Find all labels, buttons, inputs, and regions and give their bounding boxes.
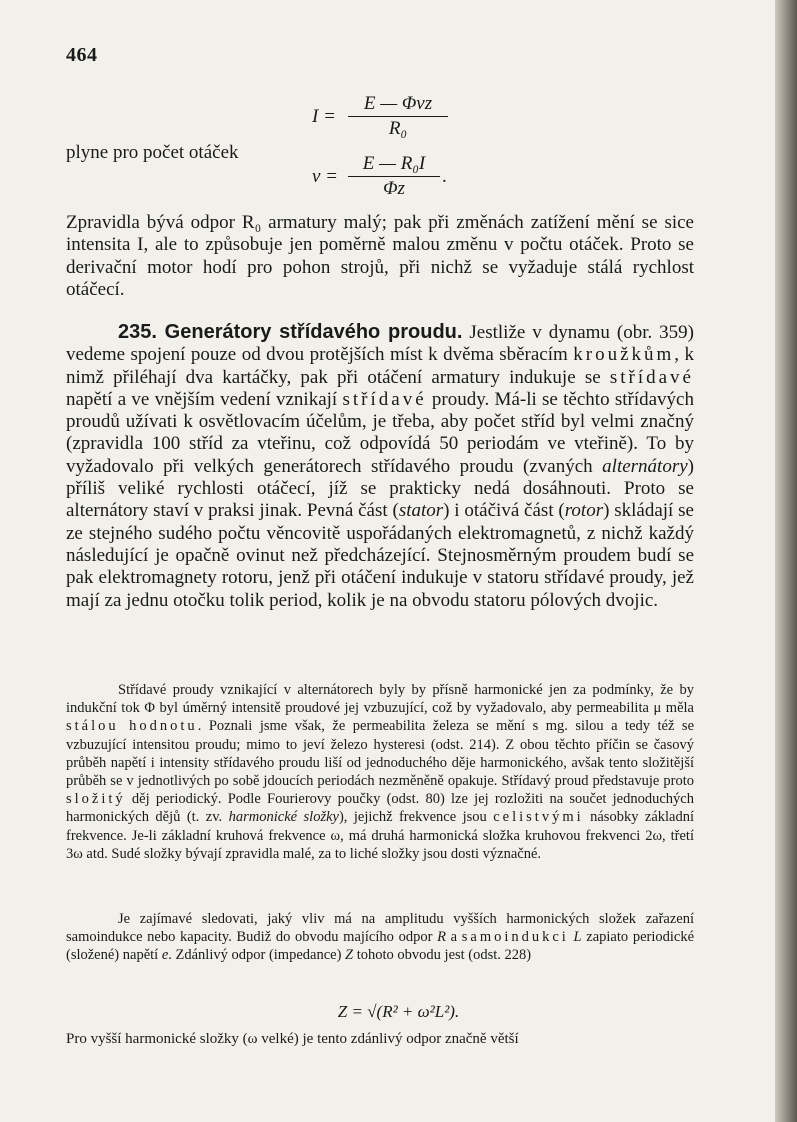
- formula-rpm-lhs: ν =: [312, 166, 339, 187]
- formula-current-denominator: R₀: [388, 118, 408, 139]
- spaced-term: stálou hodnotu: [66, 718, 198, 735]
- italic-term: stator: [398, 500, 444, 522]
- small-text: Střídavé proudy vznikající v alternátorech byly by přísně harmonické jen za podmínky, že by indukční tok Φ byl úměrný intensitě proudové jej vzbuzující, což by vyžadovalo, aby permeabilita μ měla: [66, 682, 694, 717]
- spaced-term: střídavé: [609, 366, 694, 388]
- italic-term: alternátory: [602, 455, 688, 477]
- small-text: děj periodický. Podle Fourierovy poučky (odst. 80) lze jej rozložiti na součet jednoduchých harmonických dějů (t. zv.: [66, 791, 694, 826]
- small-text: ), jejichž frekvence jsou: [338, 809, 494, 826]
- italic-term: Z: [345, 947, 354, 964]
- section-text: , k nimž přiléhají dva kartáčky, pak při otáčení armatury indukuje se: [66, 344, 694, 388]
- small-print-impedance: [66, 910, 694, 965]
- section-text: Jestliže v dynamu (obr. 359) vedeme spojení pouze od dvou protějších míst k dvěma sběracím: [66, 322, 694, 366]
- section-text: proudy. Má-li se těchto střídavých proudů užívati k osvětlovacím účelům, je třeba, aby počet stříd byl velmi značný (zpravidla 100 stříd za vteřinu, což odpovídá 50 periodám ve vteřině). To by vyžadovalo při velkých generátorech střídavého proudu (zvaných: [66, 388, 694, 477]
- formula-current-numerator: E — Φνz: [348, 92, 448, 117]
- italic-term: e: [161, 947, 169, 964]
- italic-term: rotor: [564, 500, 604, 522]
- formula-current: [312, 92, 452, 152]
- spaced-term: složitý: [66, 791, 126, 808]
- small-text: . Zdánlivý odpor (impedance): [168, 947, 346, 964]
- small-text: . Poznali jsme však, že permeabilita železa se mění s mg. silou a tedy též se vzbuzující intensitou proudu; mimo to jeví železo hysteresi (odst. 214). Z obou těchto příčin se časový průběh napětí i intensity střídavého proudu liší od jednoduchého děje harmonického, avšak tento složitější průběh se v jednotlivých po sobě jdoucích periodách nezměněně opakuje. Střídavý proud představuje proto: [66, 718, 695, 790]
- section-text: ) i otáčivá část (: [443, 500, 565, 522]
- italic-term: harmonické složky: [228, 809, 339, 826]
- small-text: tohoto obvodu jest (odst. 228): [353, 947, 532, 964]
- section-text: ) příliš veliké rychlosti otáčecí, jíž se prakticky nedá dosáhnouti. Proto se alternátory staví v praksi jinak. Pevná část (: [66, 455, 694, 522]
- formula-rpm: [312, 152, 452, 212]
- book-spine-shadow: [775, 0, 797, 1122]
- page-number: 464: [66, 44, 98, 66]
- last-line-text: Pro vyšší harmonické složky (ω velké) je tento zdánlivý odpor značně větší: [66, 1031, 519, 1047]
- section-235: [66, 321, 694, 612]
- small-text: Je zajímavé sledovati, jaký vliv má na amplitudu vyšších harmonických složek zařazení samoindukce nebo kapacity. Budiž do obvodu majícího odpor: [66, 911, 694, 946]
- paragraph-derivation-motor: Zpravidla bývá odpor R₀ armatury malý; pak při změnách zatížení mění se sice intensita I, ale to způsobuje jen poměrně malou změnu v počtu otáček. Proto se derivační motor hodí pro pohon strojů, při nichž se vyžaduje stálá rychlost otáčecí.: [66, 212, 694, 300]
- section-title: 235. Generátory střídavého proudu.: [118, 321, 463, 343]
- spaced-term: kroužkům: [573, 344, 675, 366]
- spaced-term: celistvými: [493, 809, 584, 826]
- section-text: ) skládají se ze stejného sudého počtu věncovitě uspořádaných elektromagnetů, z nichž každý následující je opačně ovinut než předcházející. Stejnosměrným proudem budí se pak elektromagnety rotoru, jenž při otáčení indukuje v statoru střídavé proudy, jež mají za jednu otočku tolik period, kolik je na obvodu statoru pólových dvojic.: [66, 500, 694, 611]
- small-print-harmonics: [66, 681, 694, 863]
- impedance-formula: Z = √(R² + ω²L²).: [337, 1002, 460, 1021]
- formula-rpm-numerator: E — R₀I: [348, 152, 440, 177]
- formula-lead-text: plyne pro počet otáček: [66, 142, 239, 163]
- italic-term: R: [437, 929, 446, 946]
- formula-current-fraction: [348, 92, 448, 141]
- spaced-term: samoindukci: [461, 929, 569, 946]
- formula-rpm-denominator: Φz: [383, 178, 405, 199]
- spaced-term: střídavé: [342, 388, 427, 410]
- small-text: zapiato periodické (složené) napětí: [66, 929, 695, 964]
- italic-term: L: [573, 929, 582, 946]
- small-text: a: [445, 929, 462, 946]
- formula-rpm-fraction: [348, 152, 440, 201]
- formula-current-lhs: I =: [312, 106, 336, 127]
- section-text: napětí a ve vnějším vedení vznikají: [66, 388, 343, 410]
- formula-rpm-end: .: [442, 166, 447, 187]
- small-text: násobky základní frekvence. Je-li základní kruhová frekvence ω, má druhá harmonická složka kruhovou frekvenci 2ω, třetí 3ω atd. Sudé složky bývají zpravidla malé, za to liché složky jsou dosti význačné.: [66, 809, 695, 862]
